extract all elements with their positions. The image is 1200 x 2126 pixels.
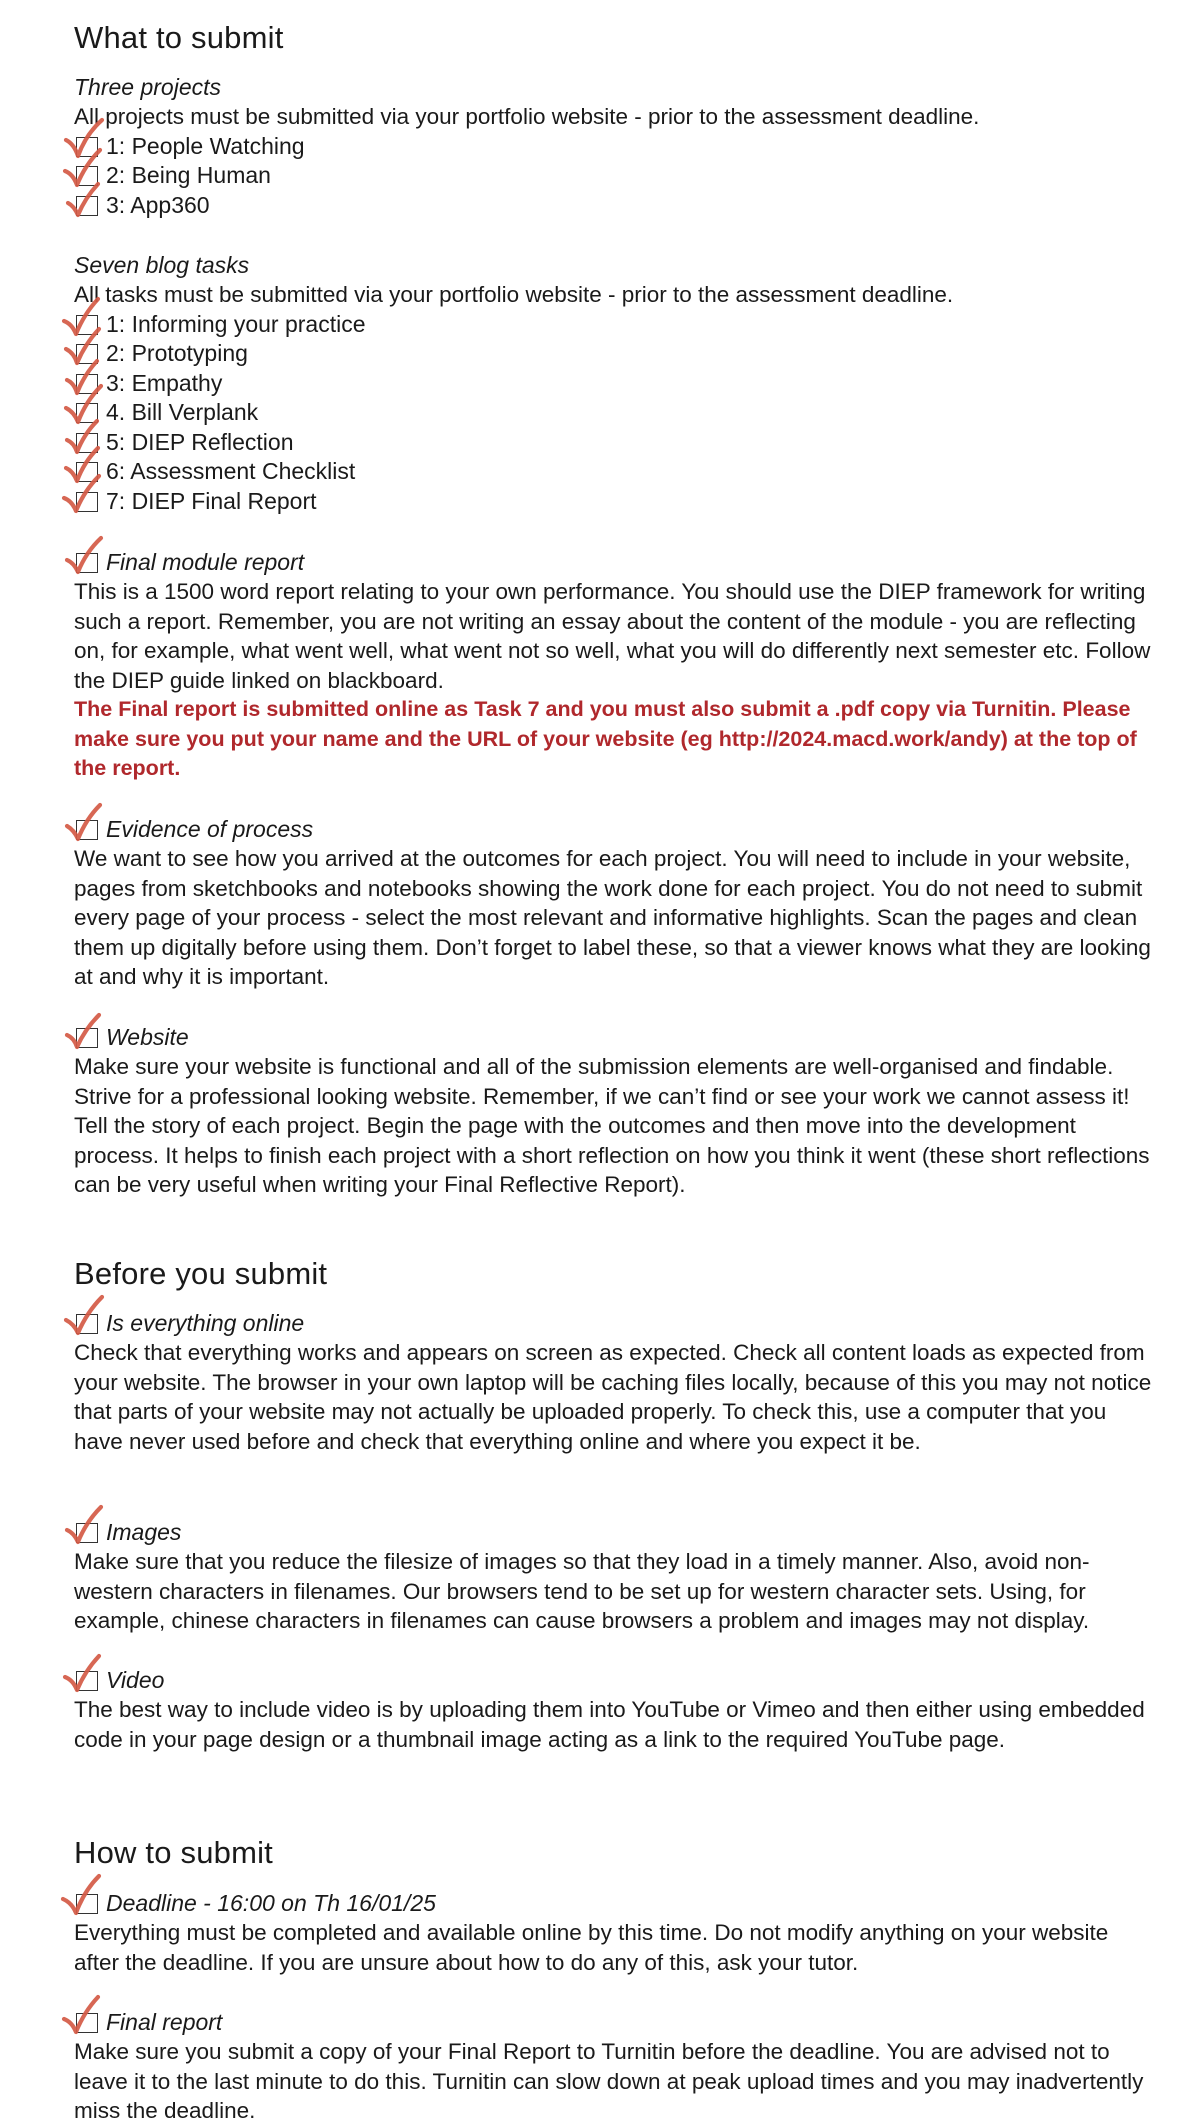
checkmark-icon (62, 799, 112, 849)
checkmark-icon (62, 1992, 112, 2042)
checklist-item[interactable] (74, 132, 1154, 162)
checklist-item[interactable] (74, 1518, 1154, 1547)
item-label: 4. Bill Verplank (106, 399, 259, 425)
checkmark-icon (62, 1007, 112, 1057)
images-body: Make sure that you reduce the filesize of images so that they load in a timely manner. Also, avoid non-western characters in filenames. Our browsers tend to be set up for western character sets. Using, for example, chinese characters in filenames can cause browsers a problem and images may not display. (74, 1549, 1090, 1633)
checklist-item[interactable] (74, 398, 1154, 428)
images-section (74, 1518, 1154, 1636)
website-body: Make sure your website is functional and all of the submission elements are well-organised and findable. Strive for a professional looking website. Remember, if we can’t find or see your work we cannot assess it! Tell the story of each project. Begin the page with the outcomes and then move into the development process. It helps to finish each project with a short reflection on how you think it went (these short reflections can be very useful when writing your Final Reflective Report). (74, 1054, 1150, 1197)
checklist-item[interactable] (74, 428, 1154, 458)
final-module-report-title: Final module report (106, 549, 305, 575)
blog-intro: All tasks must be submitted via your portfolio website - prior to the assessment deadline. (74, 282, 954, 307)
item-label: 2: Prototyping (106, 340, 248, 366)
checklist-item[interactable] (74, 369, 1154, 399)
item-label: 7: DIEP Final Report (106, 487, 317, 514)
deadline-title: Deadline - 16:00 on Th 16/01/25 (106, 1890, 436, 1916)
checklist-item[interactable] (74, 1309, 1154, 1338)
checklist-item[interactable] (74, 1666, 1154, 1695)
heading-what-to-submit: What to submit (74, 20, 284, 55)
checkmark-icon (62, 1650, 112, 1700)
website-title: Website (106, 1024, 189, 1050)
checkmark-icon (62, 532, 112, 582)
projects-title: Three projects (74, 74, 222, 100)
website-section (74, 1023, 1154, 1200)
final-report-note: The Final report is submitted online as Task 7 and you must also submit a .pdf copy via Turnitin. Please make sure you put your name and the URL of your website (eg http://2024.macd.work/andy) at the top of the report. (74, 697, 1137, 780)
checkmark-icon (62, 471, 112, 521)
online-section (74, 1309, 1154, 1456)
checklist-item[interactable] (74, 339, 1154, 369)
online-body: Check that everything works and appears on screen as expected. Check all content loads as expected from your website. The browser in your own laptop will be caching files locally, because of this you may not notice that parts of your website may not actually be uploaded properly. To check this, use a computer that you have never used before and check that everything online and where you expect it be. (74, 1340, 1152, 1454)
item-label: 6: Assessment Checklist (106, 458, 356, 484)
video-section (74, 1666, 1154, 1754)
checklist-item[interactable] (74, 1023, 1154, 1052)
evidence-title: Evidence of process (106, 816, 314, 842)
checklist-item[interactable] (74, 815, 1154, 844)
evidence-section (74, 815, 1154, 992)
projects-intro: All projects must be submitted via your portfolio website - prior to the assessment deadline. (74, 104, 980, 129)
checklist-item[interactable] (74, 1889, 1154, 1918)
projects-list (74, 132, 1154, 221)
checkmark-icon (62, 1873, 112, 1923)
checkmark-icon (62, 175, 112, 225)
final-report-submit-section (74, 2008, 1154, 2126)
video-body: The best way to include video is by uploading them into YouTube or Vimeo and then either using embedded code in your page design or a thumbnail image acting as a link to the required YouTube page. (74, 1697, 1145, 1752)
checklist-item[interactable] (74, 310, 1154, 340)
heading-how-to-submit: How to submit (74, 1835, 273, 1870)
images-title: Images (106, 1519, 182, 1545)
checklist-item[interactable] (74, 457, 1154, 487)
video-title: Video (106, 1667, 165, 1693)
checklist-item[interactable] (74, 548, 1154, 577)
blog-title: Seven blog tasks (74, 252, 250, 278)
blog-list (74, 310, 1154, 517)
final-module-report-body: This is a 1500 word report relating to your own performance. You should use the DIEP framework for writing such a report. Remember, you are not writing an essay about the content of the module - you are reflecting on, for example, what went well, what went not so well, what you will do differently next semester etc. Follow the DIEP guide linked on blackboard. (74, 579, 1151, 693)
item-label: 2: Being Human (106, 162, 271, 188)
deadline-body: Everything must be completed and available online by this time. Do not modify anything on your website after the deadline. If you are unsure about how to do any of this, ask your tutor. (74, 1920, 1109, 1975)
checkmark-icon (62, 1502, 112, 1552)
item-label: 1: People Watching (106, 132, 305, 159)
checklist-item[interactable] (74, 161, 1154, 191)
checklist-item[interactable] (74, 191, 1154, 221)
item-label: 1: Informing your practice (106, 310, 366, 337)
item-label: 3: App360 (106, 191, 210, 218)
final-module-report-section (74, 548, 1154, 784)
item-label: 5: DIEP Reflection (106, 428, 294, 455)
deadline-section (74, 1889, 1154, 1977)
checklist-item[interactable] (74, 2008, 1154, 2037)
final-report-body: Make sure you submit a copy of your Final Report to Turnitin before the deadline. You are advised not to leave it to the last minute to do this. Turnitin can slow down at peak upload times and you may inadvertently miss the deadline. (74, 2039, 1144, 2123)
checkmark-icon (62, 1293, 112, 1343)
item-label: 3: Empathy (106, 369, 223, 396)
heading-before-you-submit: Before you submit (74, 1256, 328, 1291)
online-title: Is everything online (106, 1310, 305, 1336)
evidence-body: We want to see how you arrived at the outcomes for each project. You will need to include in your website, pages from sketchbooks and notebooks showing the work done for each project. You do not need to submit every page of your process - select the most relevant and informative highlights. Scan the pages and clean them up digitally before using them. Don’t forget to label these, so that a viewer knows what they are looking at and why it is important. (74, 846, 1151, 989)
final-report-title: Final report (106, 2009, 223, 2035)
checklist-item[interactable] (74, 487, 1154, 517)
